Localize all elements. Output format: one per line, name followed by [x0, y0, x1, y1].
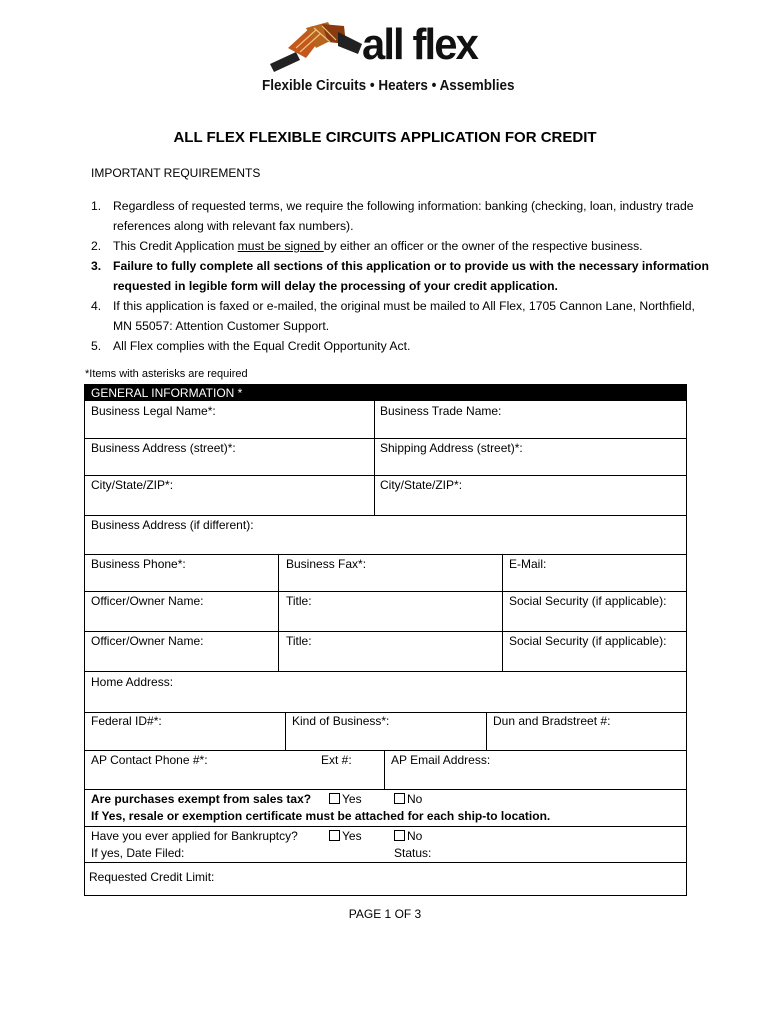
requirement-item: 3. Failure to fully complete all sections of this application or to provide us with the necessary information requested in legible form will delay the processing of your credit application. — [91, 259, 709, 293]
business-legal-name-field[interactable]: Business Legal Name*: — [91, 404, 216, 418]
ssn-field-2[interactable]: Social Security (if applicable): — [509, 634, 667, 648]
home-address-field[interactable]: Home Address: — [91, 675, 174, 689]
general-information-form — [84, 384, 687, 896]
federal-id-field[interactable]: Federal ID#*: — [91, 714, 162, 728]
business-trade-name-field[interactable]: Business Trade Name: — [380, 404, 502, 418]
officer-title-field-1[interactable]: Title: — [286, 594, 312, 608]
checkbox-icon — [394, 830, 405, 841]
requested-credit-limit-field[interactable]: Requested Credit Limit: — [89, 870, 215, 884]
checkbox-icon — [394, 793, 405, 804]
logo-brand-text: all flex — [362, 20, 477, 69]
page-number: PAGE 1 OF 3 — [348, 907, 422, 921]
bankruptcy-yes-checkbox[interactable]: Yes — [329, 829, 362, 843]
email-field[interactable]: E-Mail: — [509, 557, 547, 571]
officer-name-field-2[interactable]: Officer/Owner Name: — [91, 634, 204, 648]
requirement-item: 1. Regardless of requested terms, we require the following information: banking (checking, loan, industry trade references along with relevant fax numbers). — [91, 199, 694, 233]
dun-bradstreet-field[interactable]: Dun and Bradstreet #: — [493, 714, 611, 728]
officer-title-field-2[interactable]: Title: — [286, 634, 312, 648]
requirements-list — [91, 196, 711, 356]
business-address-field[interactable]: Business Address (street)*: — [91, 441, 236, 455]
date-filed-field[interactable]: If yes, Date Filed: — [91, 846, 185, 860]
ext-field[interactable]: Ext #: — [321, 753, 352, 767]
ssn-field-1[interactable]: Social Security (if applicable): — [509, 594, 667, 608]
officer-name-field-1[interactable]: Officer/Owner Name: — [91, 594, 204, 608]
logo-tagline: Flexible Circuits • Heaters • Assemblies — [262, 78, 515, 94]
bankruptcy-no-checkbox[interactable]: No — [394, 829, 422, 843]
required-fields-note: *Items with asterisks are required — [85, 368, 248, 380]
company-logo — [262, 18, 515, 98]
kind-of-business-field[interactable]: Kind of Business*: — [292, 714, 390, 728]
checkbox-icon — [329, 793, 340, 804]
requirement-item: 5. All Flex complies with the Equal Credit Opportunity Act. — [91, 339, 411, 353]
business-fax-field[interactable]: Business Fax*: — [286, 557, 367, 571]
ap-contact-phone-field[interactable]: AP Contact Phone #*: — [91, 753, 208, 767]
requirement-item: 2. This Credit Application must be signed by either an officer or the owner of the respective business. — [91, 239, 643, 253]
ap-email-field[interactable]: AP Email Address: — [391, 753, 491, 767]
section-header: GENERAL INFORMATION * — [85, 385, 686, 401]
bankruptcy-status-field[interactable]: Status: — [394, 846, 432, 860]
tax-exempt-yes-checkbox[interactable]: Yes — [329, 792, 362, 806]
tax-exempt-no-checkbox[interactable]: No — [394, 792, 422, 806]
requirements-heading: IMPORTANT REQUIREMENTS — [91, 166, 261, 180]
shipping-city-state-zip-field[interactable]: City/State/ZIP*: — [380, 478, 463, 492]
requirement-item: 4. If this application is faxed or e-mailed, the original must be mailed to All Flex, 1705 Cannon Lane, Northfield, MN 55057: Attention Customer Support. — [91, 299, 695, 333]
must-be-signed-emphasis: must be signed — [237, 239, 324, 253]
flex-circuit-logo-icon — [266, 18, 366, 78]
page-title: ALL FLEX FLEXIBLE CIRCUITS APPLICATION FOR CREDIT — [173, 129, 597, 146]
tax-exempt-question: Are purchases exempt from sales tax? — [91, 792, 312, 806]
business-city-state-zip-field[interactable]: City/State/ZIP*: — [91, 478, 174, 492]
shipping-address-field[interactable]: Shipping Address (street)*: — [380, 441, 523, 455]
tax-exempt-note: If Yes, resale or exemption certificate must be attached for each ship-to location. — [91, 809, 551, 823]
business-address-alt-field[interactable]: Business Address (if different): — [91, 518, 254, 532]
checkbox-icon — [329, 830, 340, 841]
business-phone-field[interactable]: Business Phone*: — [91, 557, 186, 571]
bankruptcy-question: Have you ever applied for Bankruptcy? — [91, 829, 298, 843]
